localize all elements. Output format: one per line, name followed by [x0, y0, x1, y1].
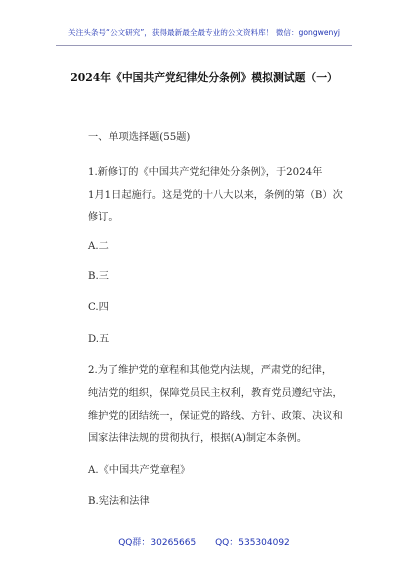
question-1-option-b: B.三	[88, 271, 109, 282]
question-1-line-1: 1.新修订的《中国共产党纪律处分条例》，于2024年	[88, 167, 323, 178]
question-1-option-d: D.五	[88, 334, 110, 345]
question-1-line-3: 修订。	[88, 212, 119, 223]
footer-contact	[0, 535, 408, 548]
section-heading: 一、单项选择题(55题)	[88, 132, 191, 143]
question-2-line-3: 维护党的团结统一，保证党的路线、方针、政策、决议和	[88, 411, 343, 422]
question-1-option-c: C.四	[88, 302, 109, 313]
header-banner: 关注头条号“公文研究”，获得最新最全最专业的公文资料库！ 微信：gongwenyj	[68, 28, 340, 37]
header-divider	[56, 45, 352, 46]
question-2-option-b: B.宪法和法律	[88, 496, 150, 507]
question-1-line-2: 1月1日起施行。这是党的十八大以来，条例的第（B）次	[88, 190, 343, 201]
footer-qq: QQ：535304092	[215, 538, 290, 548]
question-2-line-1: 2.为了维护党的章程和其他党内法规，严肃党的纪律，	[88, 365, 333, 376]
footer-qq-group: QQ群：30265665	[118, 538, 197, 548]
question-2-line-2: 纯洁党的组织，保障党员民主权利，教育党员遵纪守法，	[88, 388, 343, 399]
question-2-option-a: A.《中国共产党章程》	[88, 465, 191, 476]
question-1-option-a: A.二	[88, 241, 109, 252]
question-2-line-4: 国家法律法规的贯彻执行，根据(A)制定本条例。	[88, 433, 308, 444]
document-title: 2024年《中国共产党纪律处分条例》模拟测试题（一）	[70, 71, 338, 84]
